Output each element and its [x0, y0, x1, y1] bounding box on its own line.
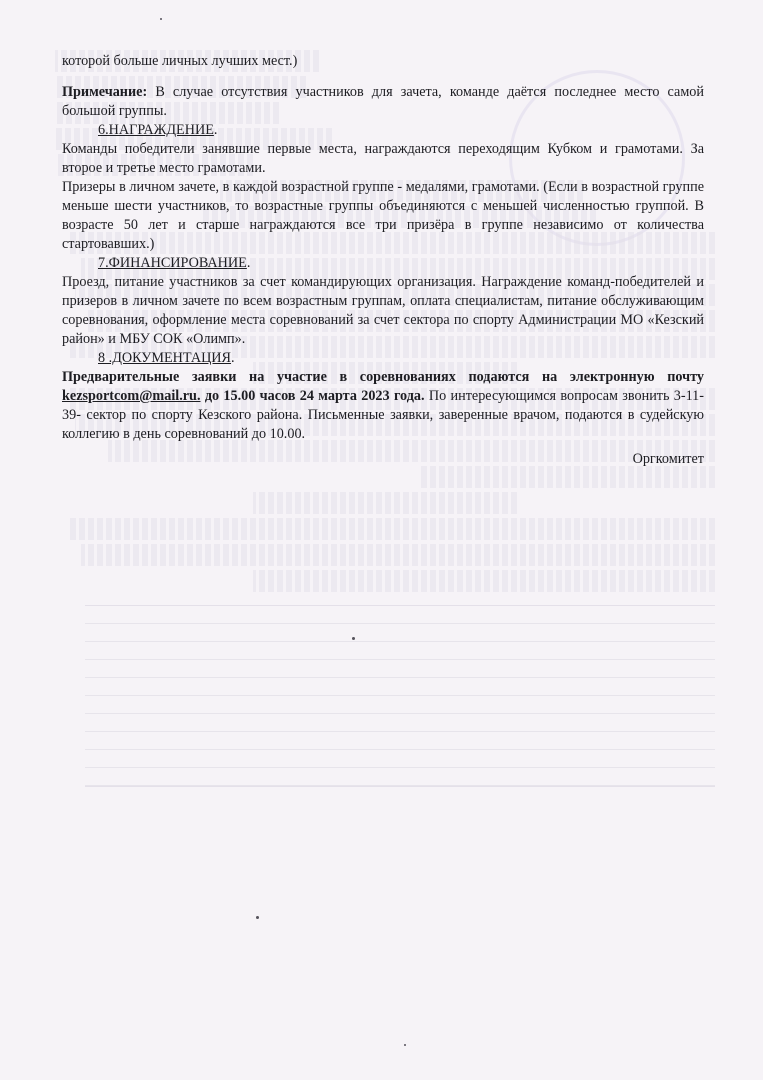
- section-8-text: По интересующимся вопросам звонить 3-11-39- сектор по спорту Кезского района. Письменные заявки, заверенные врачом, подаются в судейскую коллегию в день соревнований до 10.00.: [62, 388, 704, 442]
- continuation-line: которой больше личных лучших мест.): [62, 53, 298, 69]
- section-7-paragraph: Проезд, питание участников за счет командирующих организация. Награждение команд-победителей и призеров в личном зачете по всем возрастным группам, оплата специалистам, питание обслуживающим соревнования, оформление места соревнований за счет сектора по спорту Администрации МО «Кезский район» и МБУ СОК «Олимп».: [62, 274, 704, 347]
- note-label: Примечание:: [62, 84, 148, 100]
- section-6-paragraph-2: Призеры в личном зачете, в каждой возрастной группе - медалями, грамотами. (Если в возрастной группе меньше шести участников, то возрастные группы объединяются с меньшей численностью группой. В возрасте 50 лет и старше награждаются все три призёра в группе независимо от количества стартовавших.): [62, 179, 704, 252]
- signature: Оргкомитет: [632, 451, 704, 467]
- section-8-paragraph: [62, 368, 704, 444]
- section-7-title: 7.ФИНАНСИРОВАНИЕ: [98, 255, 247, 271]
- section-6-heading: 6.НАГРАЖДЕНИЕ.: [98, 122, 218, 138]
- document-body: [62, 52, 704, 483]
- section-8-bold-lead: Предварительные заявки на участие в соревнованиях подаются на электронную почту: [62, 369, 704, 385]
- section-6-title: 6.НАГРАЖДЕНИЕ: [98, 122, 214, 138]
- section-7-heading: 7.ФИНАНСИРОВАНИЕ.: [98, 255, 251, 271]
- speck: [256, 916, 259, 919]
- speck: [404, 1044, 406, 1046]
- email-link[interactable]: kezsportcom@mail.ru.: [62, 388, 201, 404]
- speck: [160, 18, 162, 20]
- speck: [352, 637, 355, 640]
- note-paragraph: [62, 83, 704, 121]
- section-8-heading: 8 .ДОКУМЕНТАЦИЯ.: [98, 350, 235, 366]
- note-text: В случае отсутствия участников для зачета, команде даётся последнее место самой большой группы.: [62, 84, 704, 119]
- section-6-paragraph-1: Команды победители занявшие первые места, награждаются переходящим Кубком и грамотами. За второе и третье место грамотами.: [62, 141, 704, 176]
- section-8-title: 8 .ДОКУМЕНТАЦИЯ: [98, 350, 232, 366]
- section-8-deadline: до 15.00 часов 24 марта 2023 года.: [204, 388, 425, 404]
